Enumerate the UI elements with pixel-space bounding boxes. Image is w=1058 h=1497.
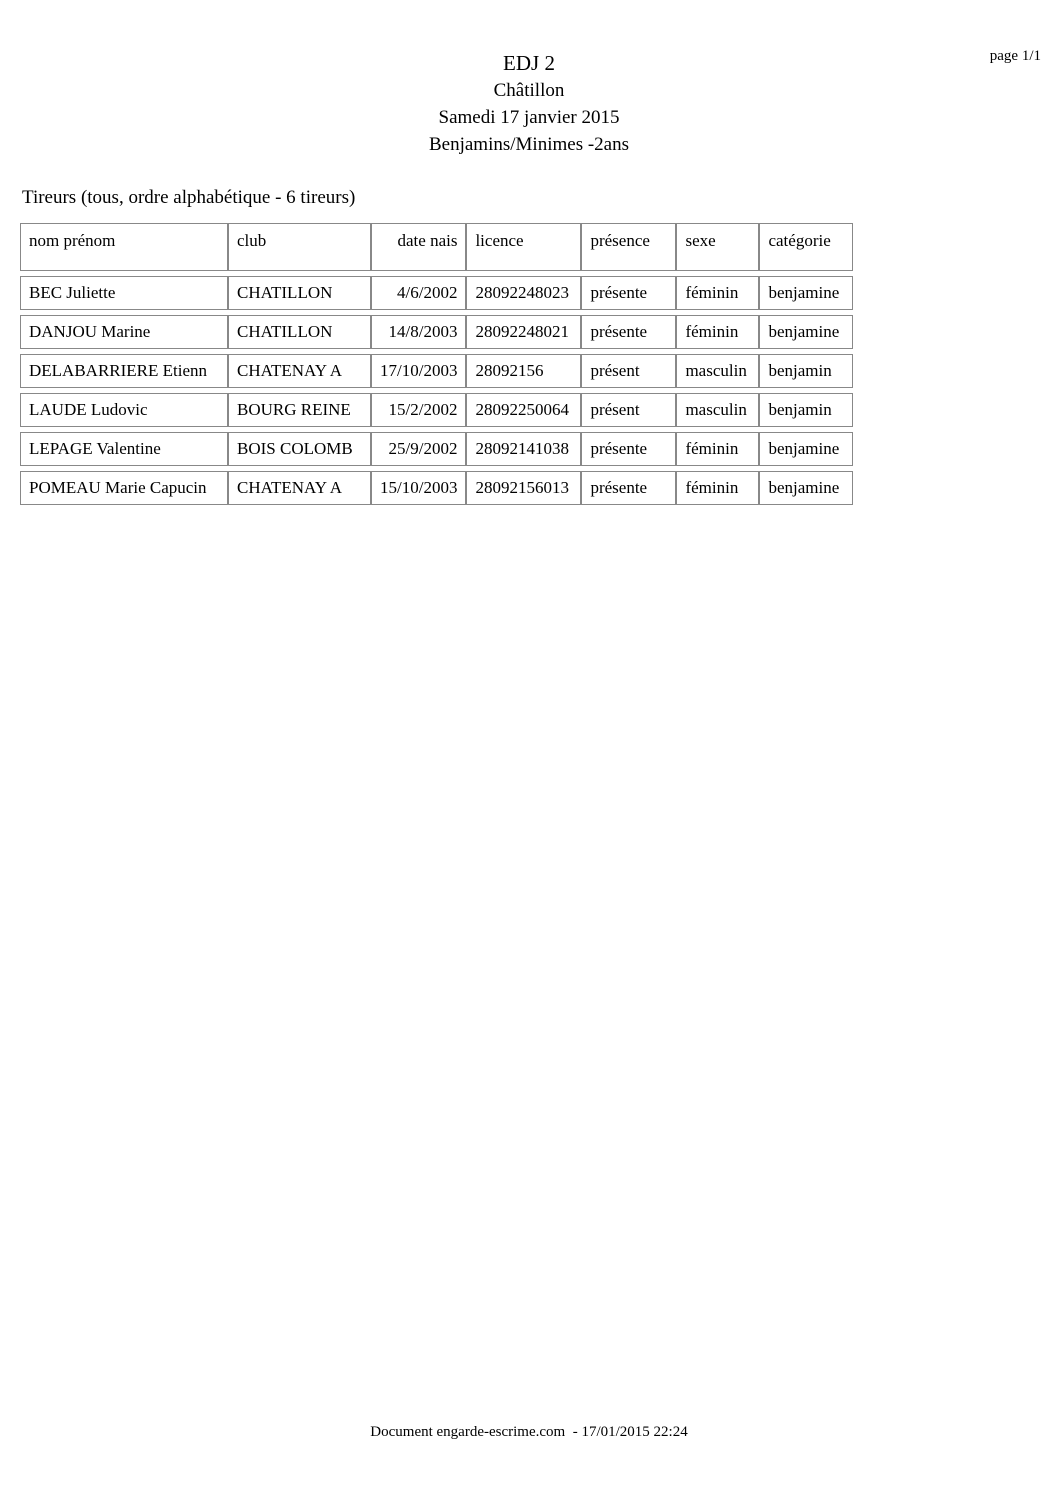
table-cell: CHATILLON bbox=[228, 315, 371, 349]
document-location: Châtillon bbox=[493, 80, 565, 101]
table-cell: 28092248021 bbox=[466, 315, 581, 349]
table-cell: 15/2/2002 bbox=[371, 393, 466, 427]
table-cell: 28092250064 bbox=[466, 393, 581, 427]
table-cell: BOIS COLOMB bbox=[228, 432, 371, 466]
table-cell: 28092156 bbox=[466, 354, 581, 388]
table-cell: 15/10/2003 bbox=[371, 471, 466, 505]
table-row bbox=[20, 315, 853, 349]
page-indicator: page 1/1 bbox=[989, 48, 1041, 64]
table-cell: 28092156013 bbox=[466, 471, 581, 505]
table-cell: 25/9/2002 bbox=[371, 432, 466, 466]
table-cell: benjamine bbox=[759, 276, 853, 310]
column-header-6: sexe bbox=[676, 223, 759, 271]
table-cell: masculin bbox=[676, 354, 759, 388]
table-cell: 28092141038 bbox=[466, 432, 581, 466]
table-cell: LAUDE Ludovic bbox=[20, 393, 228, 427]
table-cell: benjamine bbox=[759, 471, 853, 505]
table-cell: CHATENAY A bbox=[228, 471, 371, 505]
table-cell: présente bbox=[581, 315, 676, 349]
table-cell: DANJOU Marine bbox=[20, 315, 228, 349]
table-cell: féminin bbox=[676, 276, 759, 310]
column-header-3: date nais bbox=[371, 223, 466, 271]
table-cell: LEPAGE Valentine bbox=[20, 432, 228, 466]
column-header-2: club bbox=[228, 223, 371, 271]
table-cell: féminin bbox=[676, 432, 759, 466]
table-row bbox=[20, 432, 853, 466]
table-row bbox=[20, 393, 853, 427]
table-cell: féminin bbox=[676, 471, 759, 505]
table-cell: masculin bbox=[676, 393, 759, 427]
table-cell: CHATILLON bbox=[228, 276, 371, 310]
column-header-4: licence bbox=[466, 223, 581, 271]
table-cell: POMEAU Marie Capucin bbox=[20, 471, 228, 505]
table-cell: DELABARRIERE Etienn bbox=[20, 354, 228, 388]
column-header-7: catégorie bbox=[759, 223, 853, 271]
fencers-table bbox=[20, 218, 853, 510]
table-cell: benjamine bbox=[759, 432, 853, 466]
table-cell: BEC Juliette bbox=[20, 276, 228, 310]
table-row bbox=[20, 354, 853, 388]
section-title: Tireurs (tous, ordre alphabétique - 6 tireurs) bbox=[22, 187, 356, 208]
table-cell: présente bbox=[581, 471, 676, 505]
document-category: Benjamins/Minimes -2ans bbox=[428, 134, 629, 155]
table-cell: présente bbox=[581, 432, 676, 466]
table-cell: présent bbox=[581, 393, 676, 427]
document-header bbox=[0, 0, 1058, 158]
column-header-5: présence bbox=[581, 223, 676, 271]
table-cell: benjamine bbox=[759, 315, 853, 349]
table-cell: CHATENAY A bbox=[228, 354, 371, 388]
document-title: EDJ 2 bbox=[503, 51, 555, 75]
document-date: Samedi 17 janvier 2015 bbox=[438, 107, 620, 128]
table-cell: 17/10/2003 bbox=[371, 354, 466, 388]
table-row bbox=[20, 471, 853, 505]
table-row bbox=[20, 276, 853, 310]
table-cell: 14/8/2003 bbox=[371, 315, 466, 349]
table-cell: présente bbox=[581, 276, 676, 310]
table-body bbox=[20, 276, 853, 505]
document-footer: Document engarde-escrime.com - 17/01/2015 22:24 bbox=[370, 1424, 688, 1440]
table-header-row bbox=[20, 223, 853, 271]
column-header-1: nom prénom bbox=[20, 223, 228, 271]
table-cell: benjamin bbox=[759, 354, 853, 388]
table-cell: benjamin bbox=[759, 393, 853, 427]
table-cell: féminin bbox=[676, 315, 759, 349]
table-cell: 28092248023 bbox=[466, 276, 581, 310]
table-cell: 4/6/2002 bbox=[371, 276, 466, 310]
table-cell: présent bbox=[581, 354, 676, 388]
table-cell: BOURG REINE bbox=[228, 393, 371, 427]
